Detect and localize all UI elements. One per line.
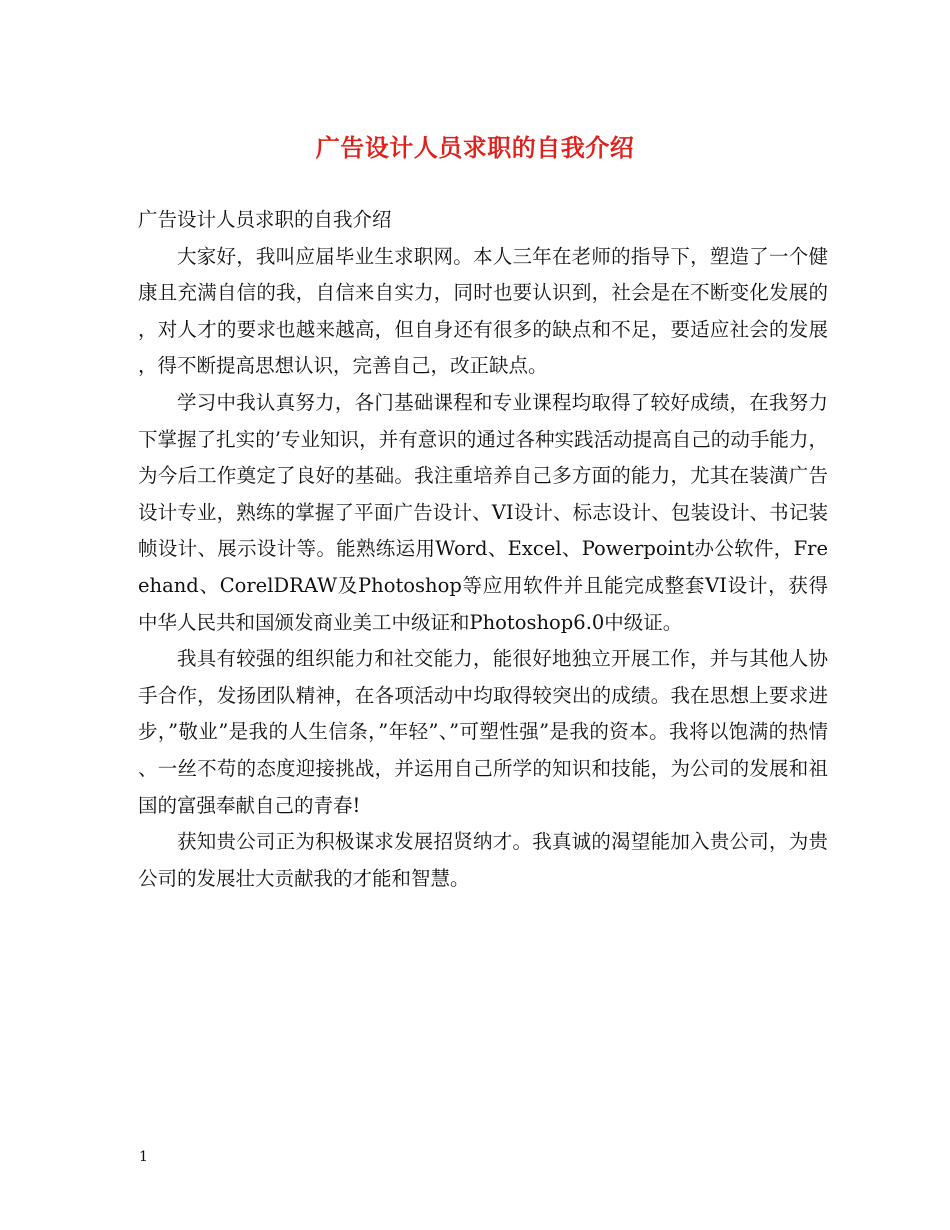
paragraph-skills: 学习中我认真努力，各门基础课程和专业课程均取得了较好成绩，在我努力下掌握了扎实的’专业知识，并有意识的通过各种实践活动提高自己的动手能力，为今后工作奠定了良好的基础。我注重培养自己多方面的能力，尤其在装潢广告设计专业，熟练的掌握了平面广告设计、VI设计、标志设计、包装设计、书记装帧设计、展示设计等。能熟练运用Word、Excel、Powerpoint办公软件，Freehand、CorelDRAW及Photoshop等应用软件并且能完成整套VI设计，获得中华人民共和国颁发商业美工中级证和Photoshop6.0中级证。 [138, 390, 828, 634]
document-body [138, 202, 828, 897]
page-number: 1 [139, 1149, 148, 1165]
document-title: 广告设计人员求职的自我介绍 [315, 133, 635, 162]
paragraph-abilities: 我具有较强的组织能力和社交能力，能很好地独立开展工作，并与其他人协手合作，发扬团队精神，在各项活动中均取得较突出的成绩。我在思想上要求进步，”敬业”是我的人生信条，”年轻”、”可塑性强”是我的资本。我将以饱满的热情、一丝不苟的态度迎接挑战，并运用自己所学的知识和技能，为公司的发展和祖国的富强奉献自己的青春! [138, 647, 828, 817]
body-heading-line: 广告设计人员求职的自我介绍 [138, 208, 392, 231]
paragraph-closing: 获知贵公司正为积极谋求发展招贤纳才。我真诚的渴望能加入贵公司，为贵公司的发展壮大贡献我的才能和智慧。 [138, 830, 828, 890]
paragraph-introduction: 大家好，我叫应届毕业生求职网。本人三年在老师的指导下，塑造了一个健康且充满自信的我，自信来自实力，同时也要认识到，社会是在不断变化发展的，对人才的要求也越来越高，但自身还有很多的缺点和不足，要适应社会的发展，得不断提高思想认识，完善自己，改正缺点。 [138, 244, 828, 378]
